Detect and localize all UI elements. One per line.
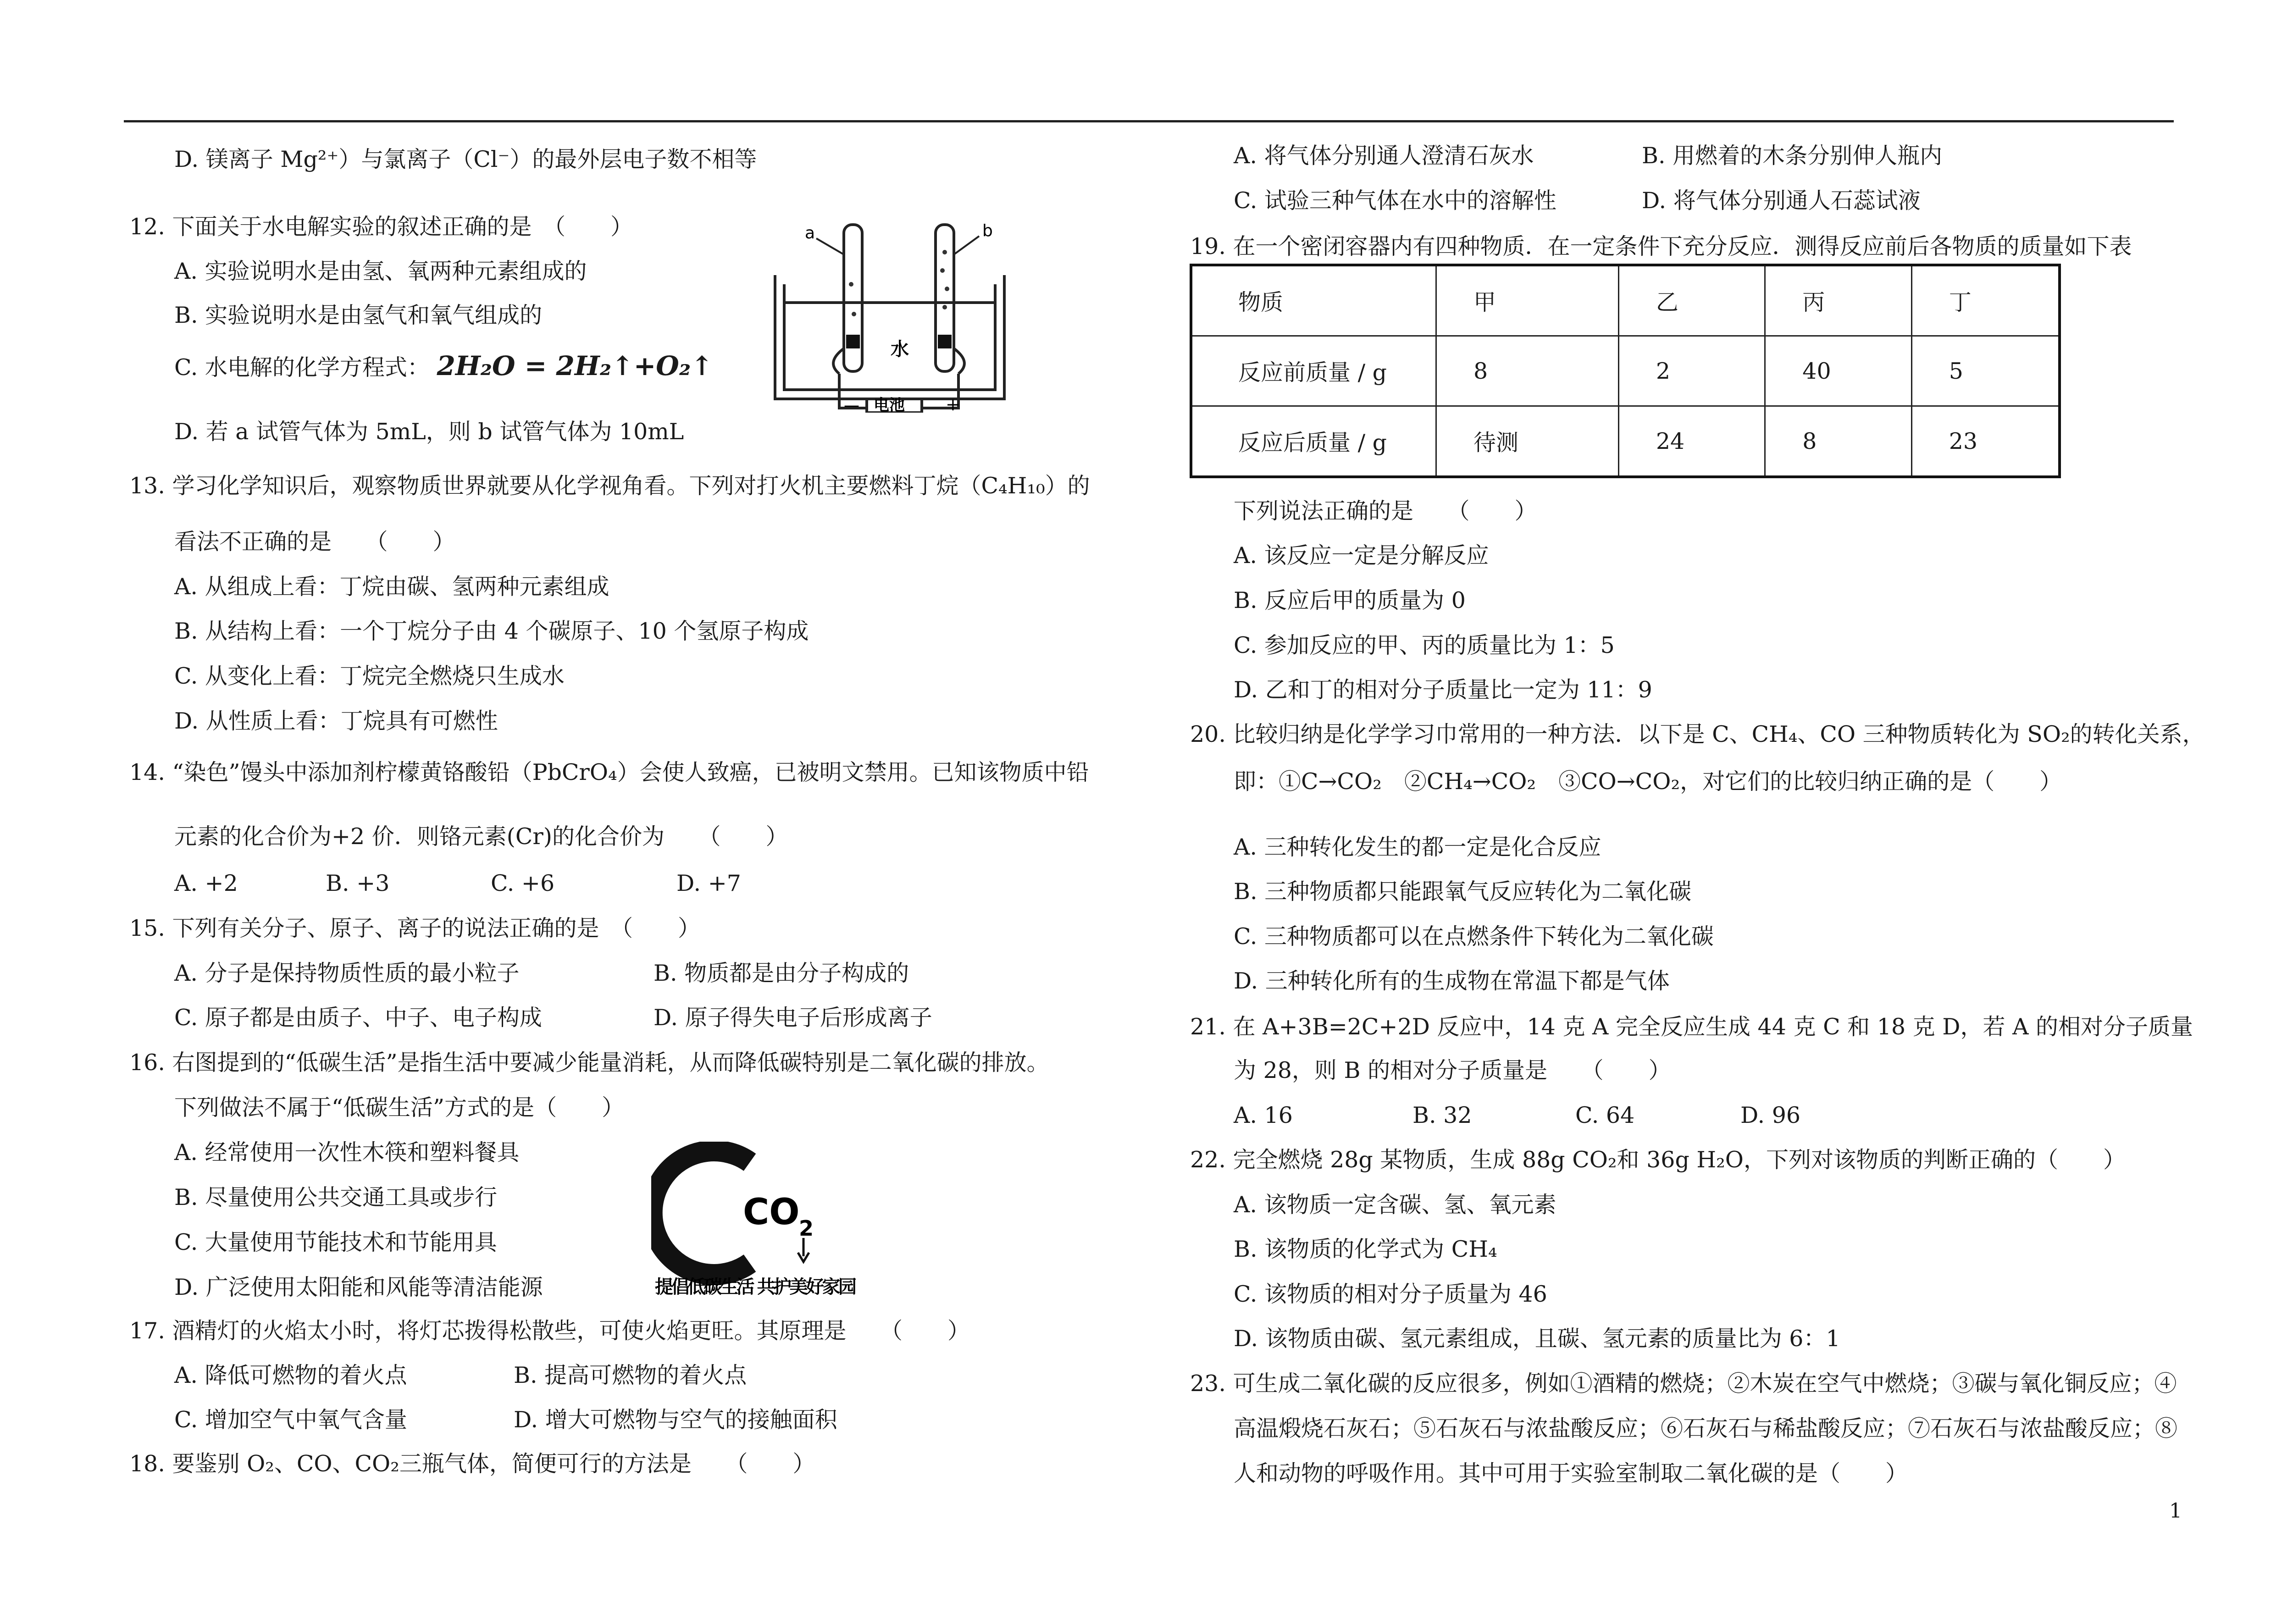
table-cell: 40 — [1765, 336, 1911, 406]
q21-option-b: B. 32 — [1412, 1102, 1472, 1128]
table-cell: 24 — [1618, 406, 1765, 477]
table-cell: 反应后质量 / g — [1191, 406, 1436, 477]
q19-option-d: D. 乙和丁的相对分子质量比一定为 11：9 — [1234, 677, 1652, 703]
table-cell: 丁 — [1911, 265, 2060, 336]
battery-plus: + — [946, 394, 960, 413]
q12-equation: 2H₂O = 2H₂↑+O₂↑ — [437, 350, 713, 381]
q12-stem: 12. 下面关于水电解实验的叙述正确的是 （ ） — [129, 214, 633, 240]
q22-stem: 22. 完全燃烧 28g 某物质，生成 88g CO₂和 36g H₂O，下列对该物质的判断正确的（ ） — [1190, 1147, 2126, 1173]
table-cell: 5 — [1911, 336, 2060, 406]
q23-line1: 23. 可生成二氧化碳的反应很多，例如①酒精的燃烧；②木炭在空气中燃烧；③碳与氧化铜反应；④ — [1190, 1370, 2177, 1397]
q16-option-b: B. 尽量使用公共交通工具或步行 — [174, 1184, 498, 1210]
q17-option-d: D. 增大可燃物与空气的接触面积 — [514, 1407, 837, 1433]
table-row — [1191, 336, 2060, 406]
q14-option-a: A. +2 — [174, 870, 238, 896]
q11-option-d: D. 镁离子 Mg²⁺）与氯离子（Cl⁻）的最外层电子数不相等 — [174, 146, 757, 172]
q18-option-d: D. 将气体分别通人石蕊试液 — [1642, 188, 1921, 214]
q12-option-a: A. 实验说明水是由氢、氧两种元素组成的 — [174, 258, 587, 284]
table-cell: 8 — [1765, 406, 1911, 477]
header-rule — [124, 120, 2174, 122]
q21-option-c: C. 64 — [1575, 1102, 1635, 1128]
q21-stem-line2: 为 28，则 B 的相对分子质量是 （ ） — [1234, 1057, 1671, 1083]
table-cell: 乙 — [1618, 265, 1765, 336]
q18-option-c: C. 试验三种气体在水中的溶解性 — [1234, 188, 1556, 214]
q14-stem-line1: 14. “染色”馒头中添加剂柠檬黄铬酸铅（PbCrO₄）会使人致癌，已被明文禁用。已知该物质中铅 — [129, 759, 1089, 785]
table-row — [1191, 406, 2060, 477]
tube-a-label: a — [805, 224, 815, 243]
q17-option-b: B. 提高可燃物的着火点 — [514, 1362, 747, 1388]
table-cell: 待测 — [1436, 406, 1619, 477]
table-cell: 物质 — [1191, 265, 1436, 336]
logo-c-ring — [652, 1151, 750, 1275]
q14-option-c: C. +6 — [491, 870, 555, 896]
q19-option-b: B. 反应后甲的质量为 0 — [1234, 587, 1466, 613]
q22-option-b: B. 该物质的化学式为 CH₄ — [1234, 1236, 1497, 1262]
q12-option-c: C. 水电解的化学方程式： 2H₂O = 2H₂↑+O₂↑ — [174, 350, 713, 381]
q21-stem-line1: 21. 在 A+3B=2C+2D 反应中，14 克 A 完全反应生成 44 克 C 和 18 克 D，若 A 的相对分子质量 — [1190, 1014, 2193, 1040]
electrode-a — [846, 335, 860, 348]
q22-option-c: C. 该物质的相对分子质量为 46 — [1234, 1281, 1547, 1307]
q19-stem: 19. 在一个密闭容器内有四种物质．在一定条件下充分反应．测得反应前后各物质的质量如下表 — [1190, 233, 2132, 260]
q20-stem-line1: 20. 比较归纳是化学学习巾常用的一种方法．以下是 C、CH₄、CO 三种物质转化为 SO₂的转化关系， — [1190, 721, 2205, 747]
q12-option-d: D. 若 a 试管气体为 5mL，则 b 试管气体为 10mL — [174, 419, 684, 445]
q13-stem-line1: 13. 学习化学知识后，观察物质世界就要从化学视角看。下列对打火机主要燃料丁烷（C₄H₁₀）的 — [129, 473, 1090, 499]
logo-subscript: 2 — [799, 1216, 814, 1241]
table-cell: 8 — [1436, 336, 1619, 406]
q12-option-b: B. 实验说明水是由氢气和氧气组成的 — [174, 302, 543, 328]
q14-stem-line2: 元素的化合价为+2 价．则铬元素(Cr)的化合价为 （ ） — [174, 823, 788, 850]
q23-line2: 高温煅烧石灰石；⑤石灰石与浓盐酸反应；⑥石灰石与稀盐酸反应；⑦石灰石与浓盐酸反应；⑧ — [1234, 1415, 2178, 1442]
table-cell: 丙 — [1765, 265, 1911, 336]
q20-stem-line2: 即：①C→CO₂ ②CH₄→CO₂ ③CO→CO₂，对它们的比较归纳正确的是（ ） — [1234, 768, 2062, 795]
table-cell: 2 — [1618, 336, 1765, 406]
q17-stem: 17. 酒精灯的火焰太小时，将灯芯拨得松散些，可使火焰更旺。其原理是 （ ） — [129, 1318, 970, 1344]
q14-option-b: B. +3 — [326, 870, 390, 896]
q15-option-a: A. 分子是保持物质性质的最小粒子 — [174, 960, 520, 986]
q15-option-d: D. 原子得失电子后形成离子 — [654, 1005, 932, 1031]
q19-option-a: A. 该反应一定是分解反应 — [1234, 542, 1489, 569]
q13-option-c: C. 从变化上看：丁烷完全燃烧只生成水 — [174, 663, 565, 689]
q21-option-a: A. 16 — [1234, 1102, 1293, 1128]
q22-option-a: A. 该物质一定含碳、氢、氧元素 — [1234, 1192, 1556, 1218]
q15-option-c: C. 原子都是由质子、中子、电子构成 — [174, 1005, 542, 1031]
q13-stem-line2: 看法不正确的是 （ ） — [174, 529, 455, 555]
q16-stem-line1: 16. 右图提到的“低碳生活”是指生活中要减少能量消耗，从而降低碳特别是二氧化碳的排放。 — [129, 1050, 1049, 1076]
q20-option-b: B. 三种物质都只能跟氧气反应转化为二氧化碳 — [1234, 878, 1692, 905]
q20-option-c: C. 三种物质都可以在点燃条件下转化为二氧化碳 — [1234, 923, 1714, 950]
table-header-row — [1191, 265, 2060, 336]
table-cell: 23 — [1911, 406, 2060, 477]
electrode-b — [938, 335, 952, 348]
q16-option-d: D. 广泛使用太阳能和风能等清洁能源 — [174, 1274, 543, 1300]
q13-option-a: A. 从组成上看：丁烷由碳、氢两种元素组成 — [174, 574, 609, 600]
electrolysis-diagram — [770, 215, 1009, 413]
q20-option-d: D. 三种转化所有的生成物在常温下都是气体 — [1234, 968, 1670, 994]
q19-option-c: C. 参加反应的甲、丙的质量比为 1：5 — [1234, 632, 1615, 658]
q18-option-a: A. 将气体分别通人澄清石灰水 — [1234, 143, 1534, 169]
q16-option-c: C. 大量使用节能技术和节能用具 — [174, 1229, 497, 1255]
q14-option-d: D. +7 — [676, 870, 741, 896]
low-carbon-logo — [651, 1142, 908, 1307]
tube-b-label: b — [982, 221, 993, 240]
logo-slogan: 提倡低碳生活 共护美好家园 — [655, 1276, 857, 1298]
q19-ask: 下列说法正确的是 （ ） — [1234, 498, 1537, 524]
q13-option-b: B. 从结构上看：一个丁烷分子由 4 个碳原子、10 个氢原子构成 — [174, 618, 809, 644]
q20-option-a: A. 三种转化发生的都一定是化合反应 — [1234, 834, 1601, 860]
q15-option-b: B. 物质都是由分子构成的 — [654, 960, 909, 986]
q23-line3: 人和动物的呼吸作用。其中可用于实验室制取二氧化碳的是（ ） — [1234, 1460, 1908, 1486]
q18-option-b: B. 用燃着的木条分别伸人瓶内 — [1642, 143, 1943, 169]
water-label: 水 — [891, 339, 909, 360]
page-number: 1 — [2169, 1499, 2182, 1523]
battery-label: 电池 — [874, 396, 905, 413]
logo-co-text: CO — [743, 1192, 800, 1233]
q16-option-a: A. 经常使用一次性木筷和塑料餐具 — [174, 1139, 520, 1166]
q13-option-d: D. 从性质上看：丁烷具有可燃性 — [174, 708, 498, 734]
q17-option-a: A. 降低可燃物的着火点 — [174, 1362, 407, 1388]
table-cell: 反应前质量 / g — [1191, 336, 1436, 406]
q17-option-c: C. 增加空气中氧气含量 — [174, 1407, 407, 1433]
q15-stem: 15. 下列有关分子、原子、离子的说法正确的是 （ ） — [129, 915, 701, 941]
q18-stem: 18. 要鉴别 O₂、CO、CO₂三瓶气体，简便可行的方法是 （ ） — [129, 1451, 815, 1477]
q16-stem-line2: 下列做法不属于“低碳生活”方式的是（ ） — [174, 1094, 625, 1121]
q22-option-d: D. 该物质由碳、氢元素组成，且碳、氢元素的质量比为 6：1 — [1234, 1326, 1840, 1352]
battery-minus: — — [844, 396, 859, 413]
q19-mass-table — [1190, 264, 2061, 478]
q21-option-d: D. 96 — [1740, 1102, 1801, 1128]
table-cell: 甲 — [1436, 265, 1619, 336]
